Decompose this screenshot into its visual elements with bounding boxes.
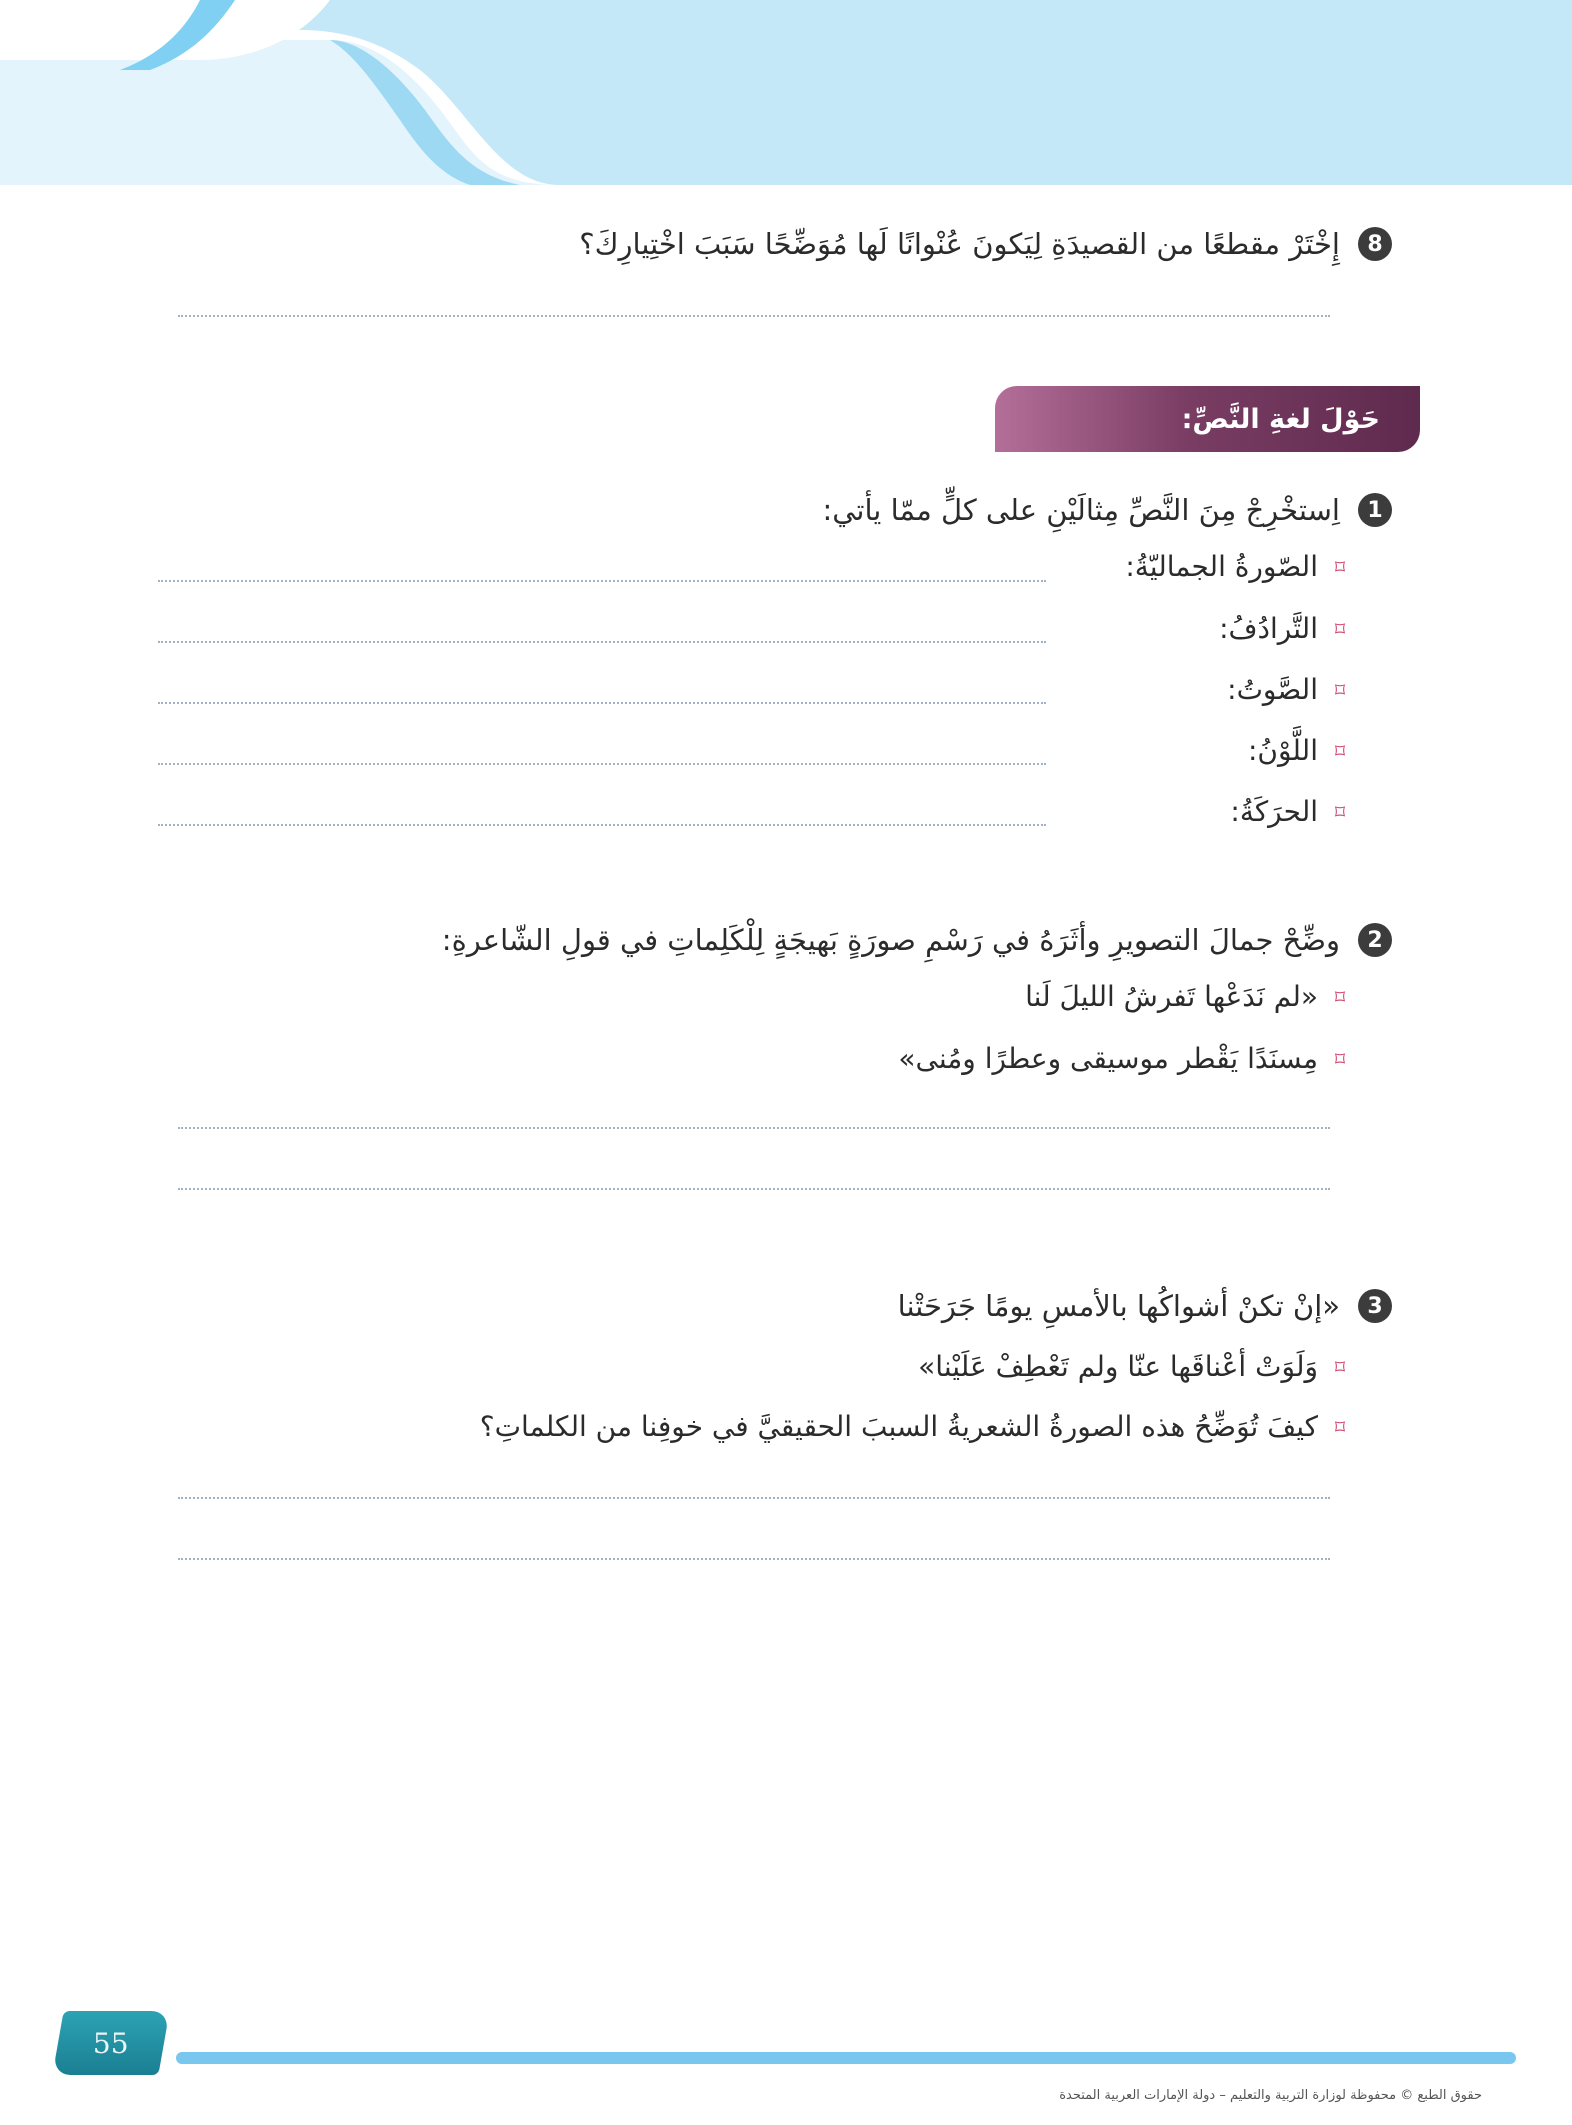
ornament-bullet-icon: ⌑ <box>1334 1355 1346 1379</box>
item-label: الصّورةُ الجماليّةُ: <box>1125 550 1318 583</box>
answer-line[interactable] <box>178 1127 1330 1129</box>
section-title: حَوْلَ لغةِ النَّصِّ: <box>1181 403 1380 435</box>
ornament-bullet-icon: ⌑ <box>1334 739 1346 763</box>
question-number-badge: 2 <box>1358 923 1392 957</box>
footer-bar <box>176 2052 1516 2064</box>
question-3-line <box>480 1408 1350 1446</box>
question-2-text: وضِّحْ جمالَ التصويرِ وأثَرَهُ في رَسْمِ صورَةٍ بَهيجَةٍ لِلْكَلِماتِ في قولِ الشّاعرةِ: <box>441 923 1340 957</box>
section-banner <box>995 386 1420 452</box>
question-2-line <box>898 1040 1350 1078</box>
answer-line[interactable] <box>178 1497 1330 1499</box>
ornament-bullet-icon: ⌑ <box>1334 678 1346 702</box>
item-label: الصَّوتُ: <box>1227 673 1318 706</box>
ornament-bullet-icon: ⌑ <box>1334 555 1346 579</box>
answer-line[interactable] <box>158 580 1046 582</box>
question-number-badge: 1 <box>1358 493 1392 527</box>
item-label: التَّرادُفُ: <box>1219 612 1318 645</box>
question-1-item <box>1125 548 1350 586</box>
quote-line: مِسنَدًا يَقْطر موسيقى وعطرًا ومُنى» <box>898 1042 1318 1075</box>
answer-line[interactable] <box>178 1558 1330 1560</box>
answer-line[interactable] <box>158 763 1046 765</box>
ornament-bullet-icon: ⌑ <box>1334 617 1346 641</box>
question-1-item <box>1227 671 1350 709</box>
answer-line[interactable] <box>178 315 1330 317</box>
ornament-bullet-icon: ⌑ <box>1334 1415 1346 1439</box>
ornament-bullet-icon: ⌑ <box>1334 800 1346 824</box>
question-8-row <box>579 224 1392 264</box>
page-number: 55 <box>93 2026 129 2060</box>
question-3-text: «إنْ تكنْ أشواكُها بالأمسِ يومًا جَرَحَتْنا <box>897 1289 1340 1323</box>
quote-line: وَلَوَتْ أعْناقَها عنّا ولم تَعْطِفْ عَلَيْنا» <box>918 1350 1318 1383</box>
item-label: الحرَكَةُ: <box>1230 795 1318 828</box>
question-3-line <box>918 1348 1350 1386</box>
header-wave-decoration <box>0 0 1572 240</box>
question-number-badge: 3 <box>1358 1289 1392 1323</box>
answer-line[interactable] <box>158 702 1046 704</box>
answer-line[interactable] <box>158 641 1046 643</box>
question-1-text: اِستخْرِجْ مِنَ النَّصِّ مِثالَيْنِ على كلٍّ ممّا يأتي: <box>822 493 1340 527</box>
question-3-row <box>898 1286 1392 1326</box>
answer-line[interactable] <box>158 824 1046 826</box>
question-1-item <box>1230 793 1350 831</box>
item-label: اللَّوْنُ: <box>1247 734 1318 767</box>
quote-line: «لم نَدَعْها تَفرشُ الليلَ لَنا <box>1025 980 1318 1013</box>
question-1-row <box>822 490 1392 530</box>
page-number-badge <box>52 2011 169 2075</box>
copyright-notice: حقوق الطبع © محفوظة لوزارة التربية والتعليم – دولة الإمارات العربية المتحدة <box>1059 2088 1482 2103</box>
question-1-item <box>1219 610 1350 648</box>
question-8-text: إِخْتَرْ مقطعًا من القصيدَةِ لِيَكونَ عُنْوانًا لَها مُوَضِّحًا سَبَبَ اخْتِيارِكَ؟ <box>579 227 1340 261</box>
question-2-line <box>1025 978 1350 1016</box>
question-2-row <box>442 920 1392 960</box>
ornament-bullet-icon: ⌑ <box>1334 1047 1346 1071</box>
answer-line[interactable] <box>178 1188 1330 1190</box>
question-3-prompt: كيفَ تُوَضِّحُ هذه الصورةُ الشعريةُ السببَ الحقيقيَّ في خوفِنا من الكلماتِ؟ <box>479 1410 1318 1443</box>
question-1-item <box>1248 732 1350 770</box>
ornament-bullet-icon: ⌑ <box>1334 985 1346 1009</box>
question-number-badge: 8 <box>1358 227 1392 261</box>
